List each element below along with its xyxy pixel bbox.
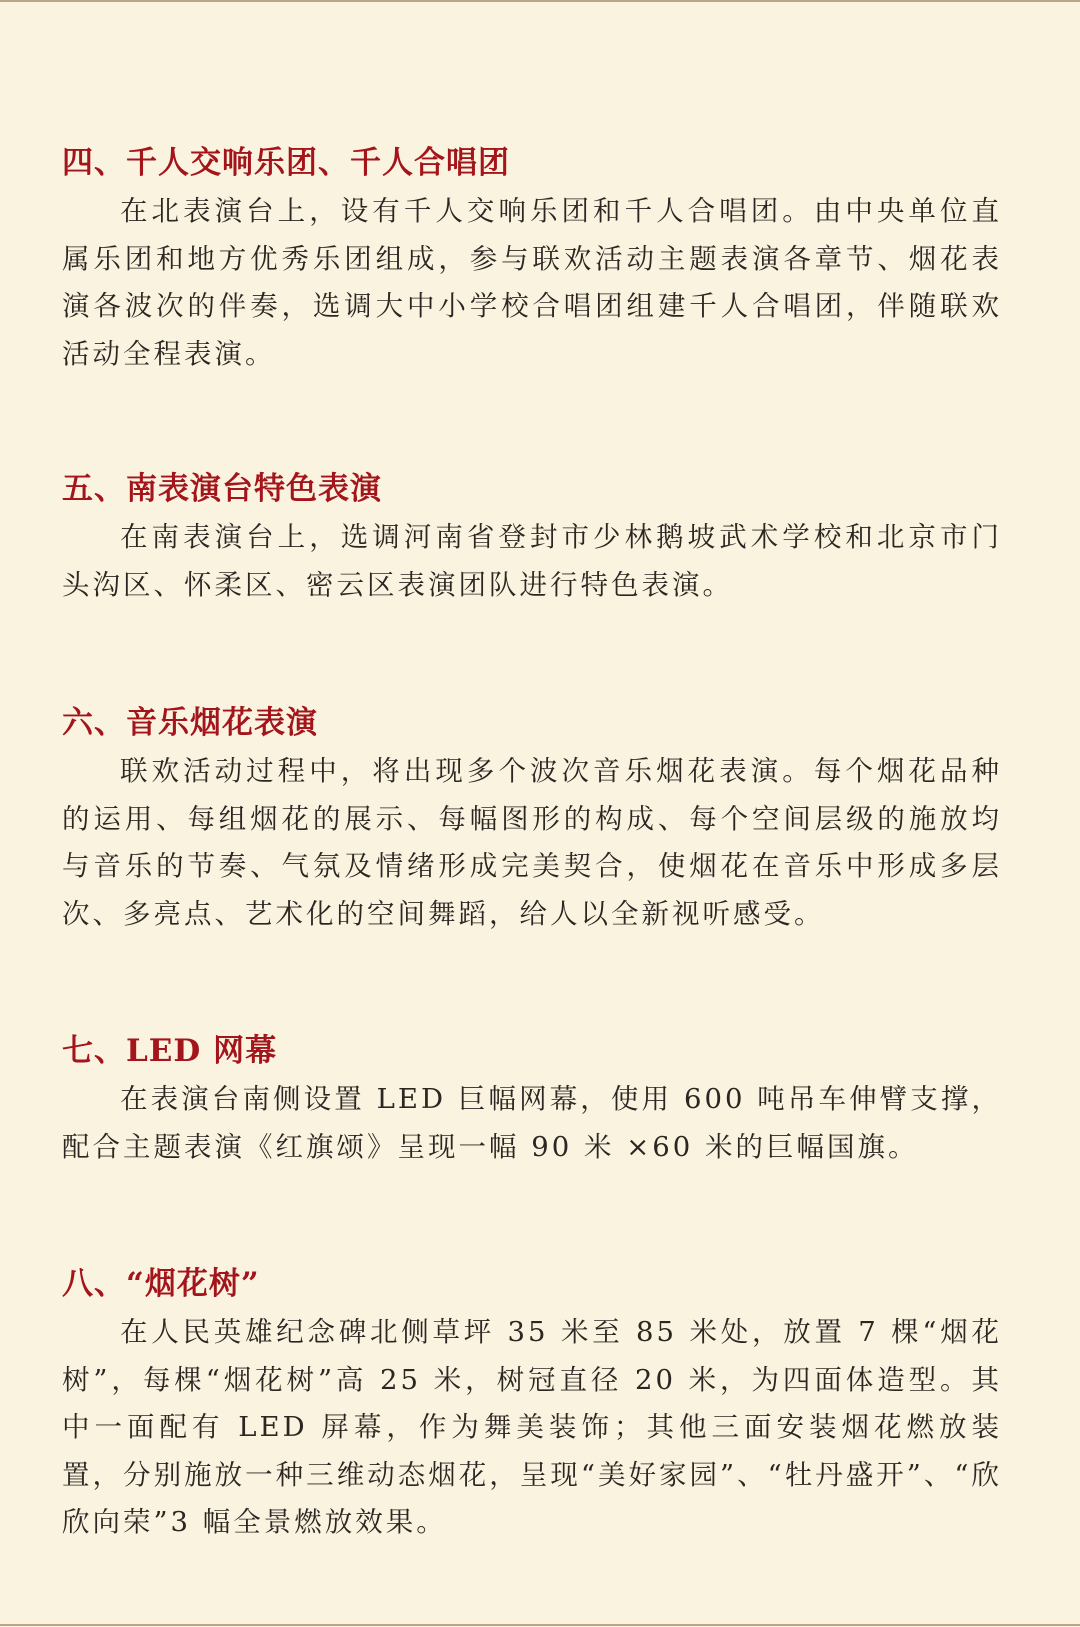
- section-spacer: [62, 938, 1002, 1026]
- section-paragraph: 联欢活动过程中，将出现多个波次音乐烟花表演。每个烟花品种的运用、每组烟花的展示、每幅图形的构成、每个空间层级的施放均与音乐的节奏、气氛及情绪形成完美契合，使烟花在音乐中形成多层次、多亮点、艺术化的空间舞蹈，给人以全新视听感受。: [62, 755, 1002, 930]
- section-paragraph: 在南表演台上，选调河南省登封市少林鹅坡武术学校和北京市门头沟区、怀柔区、密云区表演团队进行特色表演。: [62, 521, 1002, 601]
- top-border-line: [0, 0, 1080, 2]
- section-firework-trees: [62, 1259, 1002, 1547]
- section-paragraph: 在表演台南侧设置 LED 巨幅网幕，使用 600 吨吊车伸臂支撑，配合主题表演《红旗颂》呈现一幅 90 米 ×60 米的巨幅国旗。: [62, 1083, 1002, 1163]
- section-led-screen: [62, 1026, 1002, 1171]
- section-spacer: [62, 378, 1002, 464]
- bottom-border-line: [0, 1624, 1080, 1626]
- section-symphony-choir: [62, 138, 1002, 378]
- section-music-fireworks: [62, 698, 1002, 938]
- section-spacer: [62, 1171, 1002, 1259]
- article-content: [62, 138, 1002, 1547]
- section-heading: 七、LED 网幕: [62, 1033, 278, 1069]
- section-paragraph: 在北表演台上，设有千人交响乐团和千人合唱团。由中央单位直属乐团和地方优秀乐团组成，参与联欢活动主题表演各章节、烟花表演各波次的伴奏，选调大中小学校合唱团组建千人合唱团，伴随联欢活动全程表演。: [62, 195, 1002, 370]
- section-heading: 五、南表演台特色表演: [62, 471, 382, 507]
- section-heading: 八、“烟花树”: [62, 1266, 260, 1302]
- section-paragraph: 在人民英雄纪念碑北侧草坪 35 米至 85 米处，放置 7 棵“烟花树”，每棵“烟花树”高 25 米，树冠直径 20 米，为四面体造型。其中一面配有 LED 屏幕，作为舞美装饰；其他三面安装烟花燃放装置，分别施放一种三维动态烟花，呈现“美好家园”、“牡丹盛开”、“欣欣向荣”3 幅全景燃放效果。: [62, 1316, 1002, 1538]
- section-south-stage: [62, 464, 1002, 609]
- section-spacer: [62, 609, 1002, 698]
- section-heading: 六、音乐烟花表演: [62, 705, 318, 741]
- section-heading: 四、千人交响乐团、千人合唱团: [62, 145, 510, 181]
